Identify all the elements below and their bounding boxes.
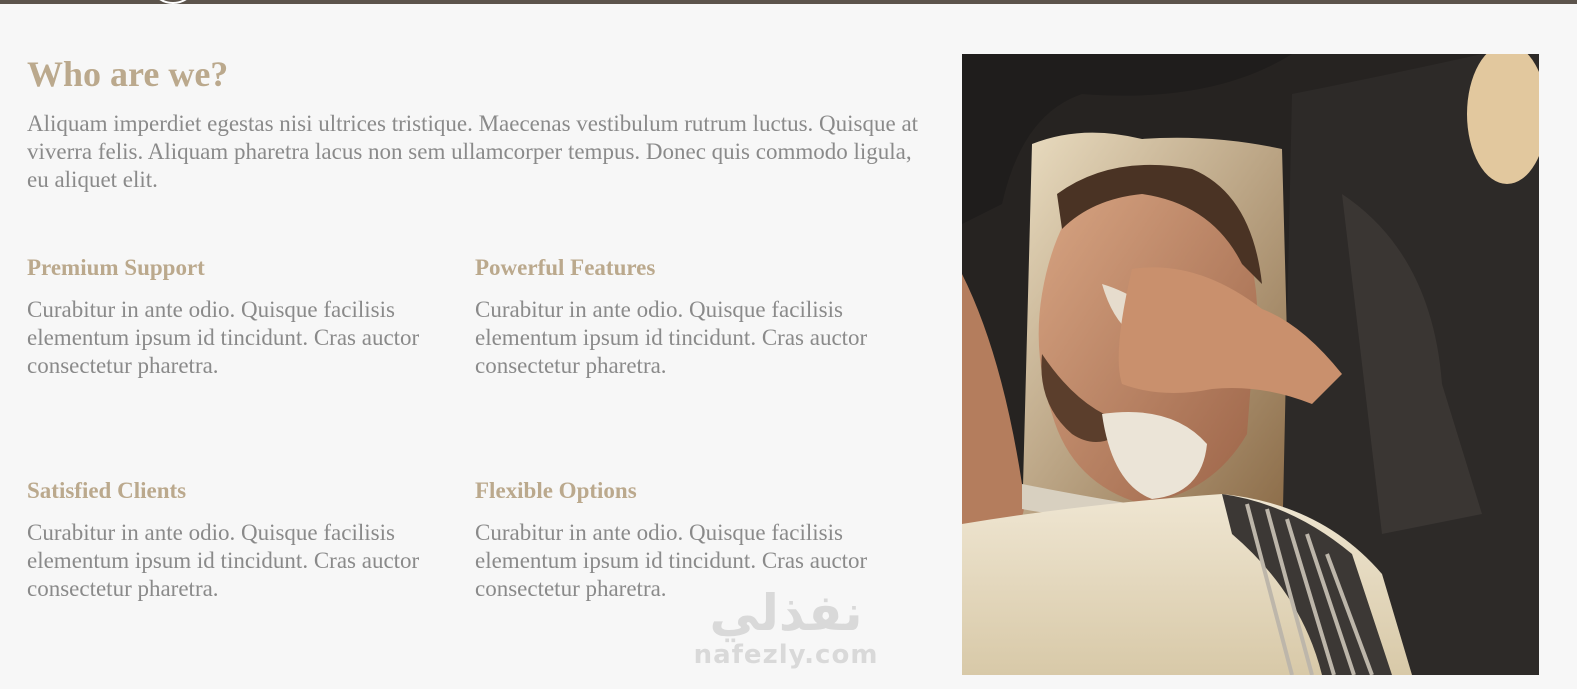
feature-satisfied-clients	[27, 477, 467, 603]
section-lead-text: Aliquam imperdiet egestas nisi ultrices tristique. Maecenas vestibulum rutrum luctus. Quisque at viverra felis. Aliquam pharetra lacus non sem ullamcorper tempus. Donec quis commodo ligula, eu aliquet elit.	[27, 111, 919, 192]
watermark-latin: nafezly.com	[693, 640, 879, 670]
feature-powerful-features	[475, 254, 915, 380]
feature-text: Curabitur in ante odio. Quisque facilisis elementum ipsum id tincidunt. Cras auctor consectetur pharetra.	[27, 520, 420, 601]
feature-title: Premium Support	[27, 255, 205, 280]
feature-title: Powerful Features	[475, 255, 656, 280]
photo-illustration	[962, 54, 1539, 675]
section-title: Who are we?	[27, 54, 229, 94]
feature-title: Satisfied Clients	[27, 478, 187, 503]
feature-text: Curabitur in ante odio. Quisque facilisis elementum ipsum id tincidunt. Cras auctor consectetur pharetra.	[27, 297, 420, 378]
barber-shaving-photo	[962, 54, 1539, 675]
watermark	[688, 586, 884, 670]
about-section	[27, 52, 932, 194]
feature-premium-support	[27, 254, 467, 380]
feature-text: Curabitur in ante odio. Quisque facilisis elementum ipsum id tincidunt. Cras auctor consectetur pharetra.	[475, 520, 868, 601]
feature-text: Curabitur in ante odio. Quisque facilisis elementum ipsum id tincidunt. Cras auctor consectetur pharetra.	[475, 297, 868, 378]
top-bar	[0, 0, 1577, 4]
feature-title: Flexible Options	[475, 478, 637, 503]
watermark-arabic: نفذلي	[709, 584, 863, 642]
